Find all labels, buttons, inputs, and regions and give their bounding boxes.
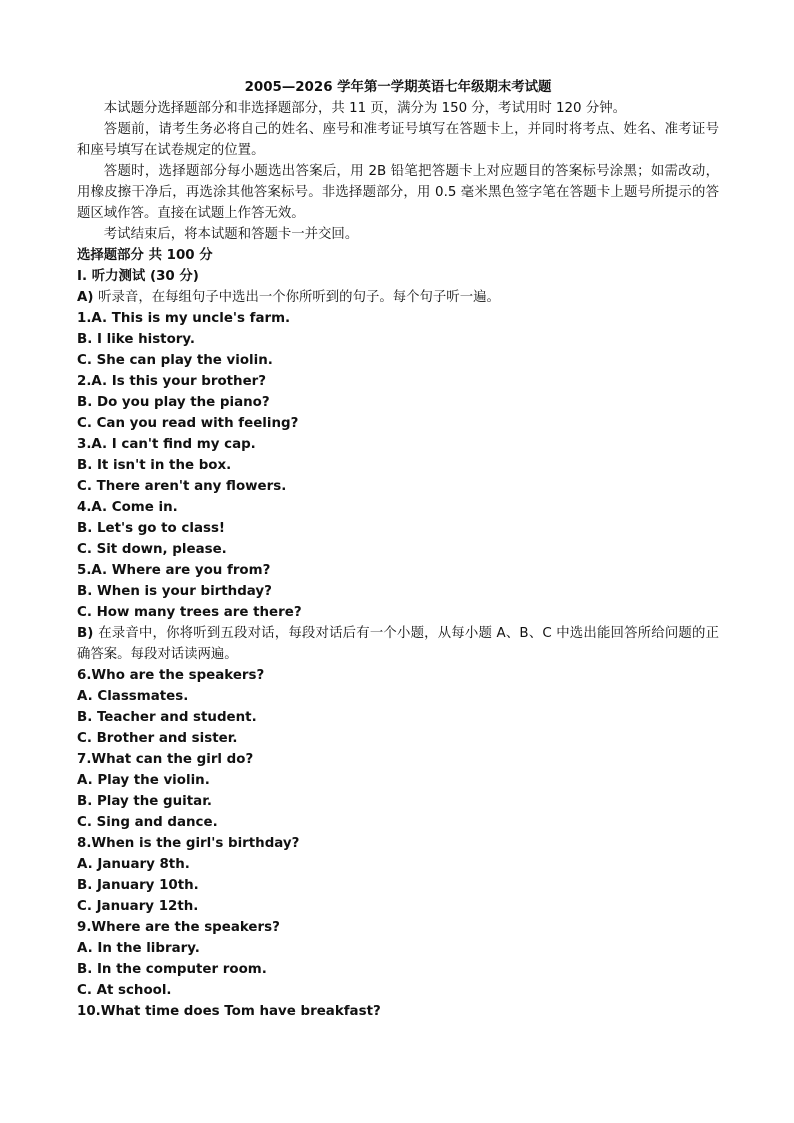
- answer-option: A. In the library.: [77, 941, 200, 956]
- answer-option: C. Can you read with feeling?: [77, 416, 299, 431]
- answer-option: B. Do you play the piano?: [77, 395, 270, 410]
- answer-option: C. Brother and sister.: [77, 731, 238, 746]
- answer-option: B. Teacher and student.: [77, 710, 257, 725]
- intro-paragraph: 本试题分选择题部分和非选择题部分，共 11 页，满分为 150 分，考试用时 120 分钟。: [103, 101, 626, 116]
- answer-option: B. I like history.: [77, 332, 195, 347]
- question-stem: 5.A. Where are you from?: [77, 563, 271, 578]
- question-stem: 3.A. I can't find my cap.: [77, 437, 256, 452]
- answer-option: B. When is your birthday?: [77, 584, 272, 599]
- section-a-label: A): [77, 290, 94, 305]
- answer-option: A. January 8th.: [77, 857, 190, 872]
- answer-option: B. Let's go to class!: [77, 521, 226, 536]
- section-heading: I. 听力测试 (30 分): [77, 269, 199, 284]
- question-stem: 9.Where are the speakers?: [77, 920, 280, 935]
- exam-title: 2005—2026 学年第一学期英语七年级期末考试题: [244, 80, 552, 95]
- question-stem: 4.A. Come in.: [77, 500, 178, 515]
- section-a-instruction: [77, 287, 719, 308]
- answer-option: A. Play the violin.: [77, 773, 210, 788]
- intro-paragraph: 答题前，请考生务必将自己的姓名、座号和准考证号填写在答题卡上，并同时将考点、姓名、准考证号和座号填写在试卷规定的位置。: [77, 122, 719, 158]
- intro-paragraph: 考试结束后，将本试题和答题卡一并交回。: [103, 227, 359, 242]
- answer-option: C. She can play the violin.: [77, 353, 273, 368]
- exam-page: [77, 77, 719, 1022]
- answer-option: B. In the computer room.: [77, 962, 267, 977]
- part-heading: 选择题部分 共 100 分: [77, 248, 213, 263]
- question-stem: 10.What time does Tom have breakfast?: [77, 1004, 381, 1019]
- intro-paragraph: 答题时，选择题部分每小题选出答案后，用 2B 铅笔把答题卡上对应题目的答案标号涂黑；如需改动，用橡皮擦干净后，再选涂其他答案标号。非选择题部分，用 0.5 毫米黑色签字笔在答题卡上题号所提示的答题区域作答。直接在试题上作答无效。: [77, 164, 719, 221]
- question-stem: 2.A. Is this your brother?: [77, 374, 267, 389]
- answer-option: B. It isn't in the box.: [77, 458, 232, 473]
- section-b-instruction: [77, 623, 719, 665]
- section-b-text: 在录音中，你将听到五段对话，每段对话后有一个小题，从每小题 A、B、C 中选出能回答所给问题的正确答案。每段对话读两遍。: [77, 626, 719, 662]
- answer-option: C. At school.: [77, 983, 172, 998]
- section-a-text: 听录音，在每组句子中选出一个你所听到的句子。每个句子听一遍。: [98, 290, 500, 305]
- answer-option: C. There aren't any flowers.: [77, 479, 287, 494]
- answer-option: C. How many trees are there?: [77, 605, 302, 620]
- answer-option: C. Sit down, please.: [77, 542, 227, 557]
- question-stem: 7.What can the girl do?: [77, 752, 254, 767]
- answer-option: B. Play the guitar.: [77, 794, 212, 809]
- answer-option: C. Sing and dance.: [77, 815, 218, 830]
- answer-option: B. January 10th.: [77, 878, 199, 893]
- question-stem: 1.A. This is my uncle's farm.: [77, 311, 291, 326]
- section-a-questions: [77, 308, 719, 623]
- answer-option: C. January 12th.: [77, 899, 199, 914]
- section-b-questions: [77, 665, 719, 1022]
- answer-option: A. Classmates.: [77, 689, 189, 704]
- question-stem: 6.Who are the speakers?: [77, 668, 265, 683]
- section-b-label: B): [77, 626, 94, 641]
- question-stem: 8.When is the girl's birthday?: [77, 836, 300, 851]
